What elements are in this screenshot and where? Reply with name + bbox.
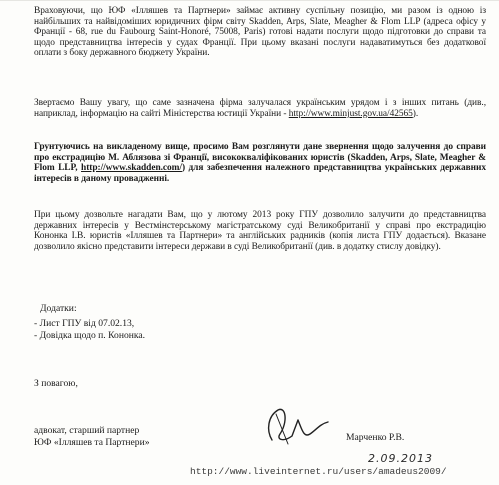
attachments-title: Додатки:	[40, 303, 77, 314]
paragraph-proposal: Враховуючи, що ЮФ «Ілляшев та Партнери» займає активну суспільну позицію, ми разом із одною із найбільших та найвідоміших юридичних фірм світу Skadden, Arps, Slate, Meagher & Flom LLP (адреса офісу у Франції - 68, rue du Faubourg Saint-Honoré, 75008, Paris) готові надати послуги щодо підготовки до справи та щодо представництва інтересів у судах Франції. При цьому вказані послуги надаватимуться без додаткової оплати з боку державного бюджету України.	[34, 6, 486, 59]
handwritten-date: 2.09.2013	[368, 452, 433, 465]
skadden-link[interactable]: http://www.skadden.com/	[81, 163, 182, 174]
watermark-url: http://www.liveinternet.ru/users/amadeus2009/	[190, 466, 447, 477]
closing-regards: З повагою,	[34, 378, 78, 389]
attachment-item: - Лист ГПУ від 07.02.13,	[34, 318, 135, 329]
attachment-item: - Довідка щодо п. Кононка.	[34, 330, 146, 341]
paragraph-attention-end: ).	[412, 108, 419, 119]
signatory-role-line: адвокат, старший партнер	[34, 425, 140, 436]
paragraph-reminder: При цьому дозвольте нагадати Вам, що у лютому 2013 року ГПУ дозволило залучити до представництва державних інтересів у Вестмінстерському магістратському суді Великобританії у справі про екстрадицію Кононка І.В. юристів «Ілляшев та Партнери» та англійських радників (копія листа ГПУ додається). Вказане дозволило якісно представити інтереси держави в суді Великобританії (див. в додатку стислу довідку).	[34, 210, 486, 252]
paragraph-request-text: Грунтуючись на викладеному вище, просимо Вам розглянути дане звернення щодо залучення до справи про екстрадицію М. Аблязова зі Франції, висококваліфікованих юристів (Skadden, Arps, Slate, Meagher & Flom LLP,	[34, 142, 486, 174]
paragraph-attention	[34, 98, 486, 119]
signatory-firm-line: ЮФ «Ілляшев та Партнери»	[34, 436, 150, 448]
handwritten-signature	[258, 400, 338, 448]
paragraph-request-end: ) для забезпечення належного представництва українських державних інтересів в даному провадженні.	[34, 163, 486, 184]
signatory-role	[34, 425, 150, 448]
paragraph-attention-text: Звертаємо Вашу увагу, що саме зазначена фірма залучалася українським урядом і з інших питань (див., наприклад, інформацію на сайті Міністерства юстиції України -	[34, 98, 486, 119]
page-edge	[0, 0, 499, 1]
signatory-name: Марченко Р.В.	[346, 432, 405, 443]
attachments-list	[34, 318, 145, 342]
minjust-link[interactable]: http://www.minjust.gov.ua/42565	[288, 108, 413, 119]
paragraph-request	[34, 142, 486, 184]
